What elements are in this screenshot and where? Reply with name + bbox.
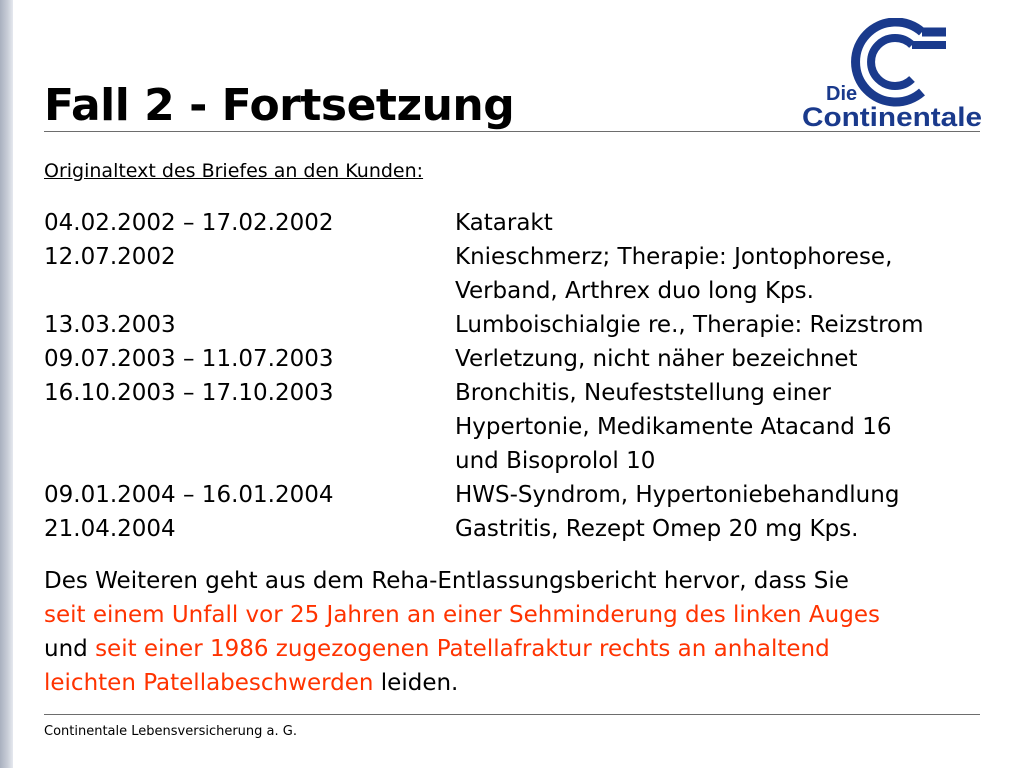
medical-records-list xyxy=(44,206,984,546)
paragraph-line xyxy=(44,632,984,666)
record-description-line: Hypertonie, Medikamente Atacand 16 xyxy=(455,414,892,440)
record-description xyxy=(455,512,858,546)
logo-text-die: Die xyxy=(826,83,858,105)
paragraph-text: und xyxy=(44,636,96,662)
record-description xyxy=(455,478,899,512)
continentale-logo-icon xyxy=(800,18,984,132)
record-description-line: Katarakt xyxy=(455,210,553,236)
paragraph-highlight: seit einem Unfall vor 25 Jahren an einer Sehminderung des linken Auges xyxy=(44,602,880,628)
record-description-line: Gastritis, Rezept Omep 20 mg Kps. xyxy=(455,516,859,542)
record-description xyxy=(455,376,891,478)
record-description xyxy=(455,342,858,376)
record-row xyxy=(44,512,984,546)
footer-text: Continentale Lebensversicherung a. G. xyxy=(44,724,297,739)
record-date: 09.01.2004 – 16.01.2004 xyxy=(44,482,334,508)
record-row xyxy=(44,376,984,478)
record-description xyxy=(455,206,553,240)
record-description xyxy=(455,240,892,308)
paragraph-line: Des Weiteren geht aus dem Reha-Entlassungsbericht hervor, dass Sie xyxy=(44,568,849,594)
record-description xyxy=(455,308,924,342)
record-description-line: Verletzung, nicht näher bezeichnet xyxy=(455,346,858,372)
slide-title: Fall 2 - Fortsetzung xyxy=(44,80,515,131)
record-description-line: Verband, Arthrex duo long Kps. xyxy=(455,278,814,304)
record-row xyxy=(44,240,984,308)
record-description-line: HWS-Syndrom, Hypertoniebehandlung xyxy=(455,482,900,508)
record-row xyxy=(44,478,984,512)
paragraph-highlight: seit einer 1986 zugezogenen Patellafraktur rechts an anhaltend xyxy=(95,636,830,662)
record-description-line: Lumboischialgie re., Therapie: Reizstrom xyxy=(455,312,924,338)
rehab-report-paragraph xyxy=(44,564,984,700)
record-description-line: Knieschmerz; Therapie: Jontophorese, xyxy=(455,244,893,270)
record-date: 13.03.2003 xyxy=(44,312,176,338)
record-date: 09.07.2003 – 11.07.2003 xyxy=(44,346,334,372)
left-accent-bar xyxy=(0,0,13,768)
letter-subheading: Originaltext des Briefes an den Kunden: xyxy=(44,160,424,182)
footer-divider xyxy=(44,714,980,715)
paragraph-text: leiden. xyxy=(373,670,459,696)
paragraph-highlight: leichten Patellabeschwerden xyxy=(44,670,374,696)
record-row xyxy=(44,308,984,342)
record-row xyxy=(44,206,984,240)
logo-text-continentale: Continentale xyxy=(802,102,982,132)
record-row xyxy=(44,342,984,376)
paragraph-line xyxy=(44,666,984,700)
record-date: 04.02.2002 – 17.02.2002 xyxy=(44,210,334,236)
record-date: 12.07.2002 xyxy=(44,244,176,270)
record-date: 21.04.2004 xyxy=(44,516,176,542)
record-description-line: Bronchitis, Neufeststellung einer xyxy=(455,380,831,406)
company-logo xyxy=(800,18,984,132)
record-date: 16.10.2003 – 17.10.2003 xyxy=(44,380,334,406)
record-description-line: und Bisoprolol 10 xyxy=(455,448,656,474)
